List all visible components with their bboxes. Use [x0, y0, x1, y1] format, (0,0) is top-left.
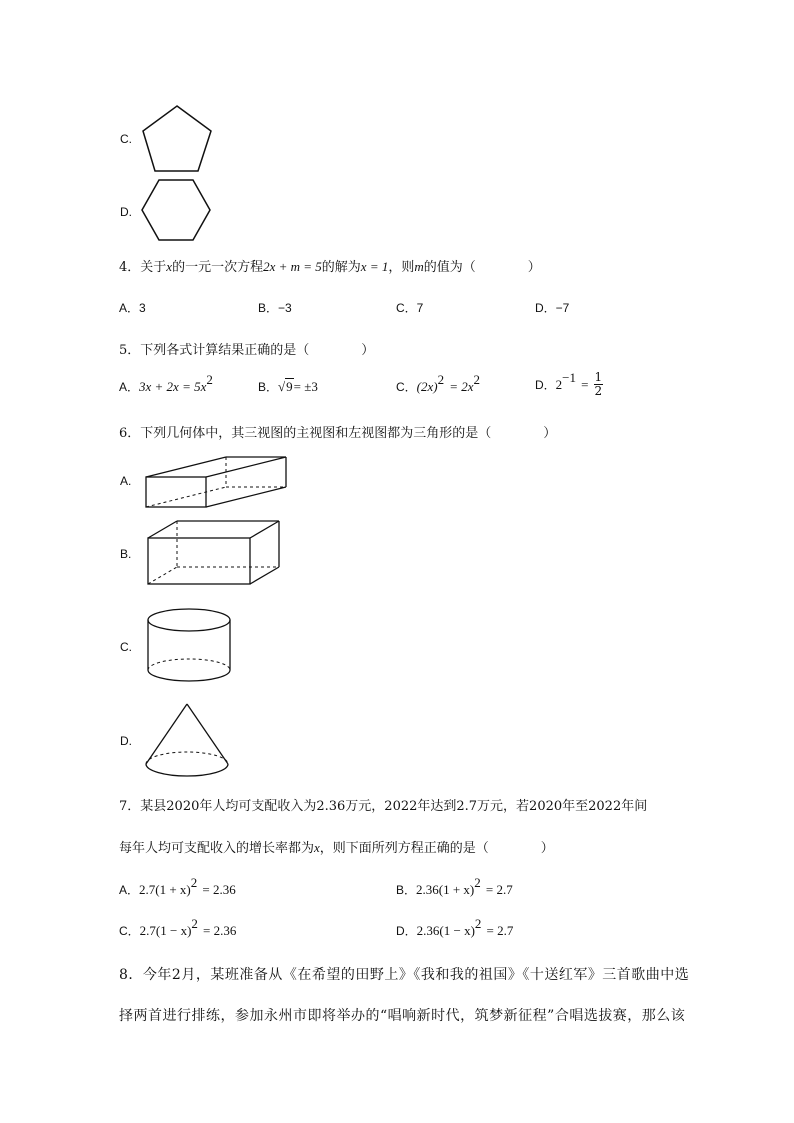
- q4-option-c: C．7: [396, 301, 424, 315]
- q5-option-c: C．$(2x)^2 = 2x^2$: [396, 372, 480, 394]
- q3-option-d-label: D.: [120, 205, 132, 219]
- q6-stem: 6．下列几何体中，其三视图的主视图和左视图都为三角形的是（ ）: [119, 426, 557, 441]
- q7-option-c: C．$2.7(1 - x)^2 = 2.36$: [119, 916, 237, 938]
- q7-stem-line1: 7．某县2020年人均可支配收入为2.36万元，2022年达到2.7万元，若2020年至2022年间: [119, 799, 648, 814]
- q8-stem-line1: 8．今年2月，某班准备从《在希望的田野上》《我和我的祖国》《十送红军》三首歌曲中选: [119, 967, 690, 983]
- q4-stem: 4．关于x的一元一次方程2x + m = 5的解为x = 1，则m的值为（ ）: [119, 259, 541, 275]
- q7-stem-line2: 每年人均可支配收入的增长率都为x，则下面所列方程正确的是（ ）: [119, 840, 554, 856]
- q8-stem-line2: 择两首进行排练，参加永州市即将举办的“唱响新时代，筑梦新征程”合唱选拔赛，那么该: [119, 1008, 686, 1024]
- q3-option-c-label: C.: [120, 132, 132, 146]
- q6-option-a-label: A.: [120, 474, 132, 488]
- q4-option-a: A．3: [119, 301, 146, 315]
- q7-option-d: D．$2.36(1 - x)^2 = 2.7$: [396, 916, 514, 938]
- q5-option-b: B．√9= ±3: [258, 379, 318, 394]
- q5-stem: 5．下列各式计算结果正确的是（ ）: [119, 343, 375, 358]
- q7-option-a: A．$2.7(1 + x)^2 = 2.36$: [119, 875, 236, 897]
- q6-option-b-label: B.: [120, 547, 132, 561]
- q5-option-d: D．$2^{-1}$ = $\frac{1}{2}$: [535, 370, 603, 398]
- q4-option-d: D．−7: [535, 301, 570, 315]
- q4-option-b: B．−3: [258, 301, 292, 315]
- q7-option-b: B．$2.36(1 + x)^2 = 2.7$: [396, 875, 513, 897]
- q5-option-a: A．$3x + 2x = 5x^2$: [119, 372, 213, 394]
- q6-option-d-label: D.: [120, 734, 132, 748]
- q6-option-c-label: C.: [120, 640, 132, 654]
